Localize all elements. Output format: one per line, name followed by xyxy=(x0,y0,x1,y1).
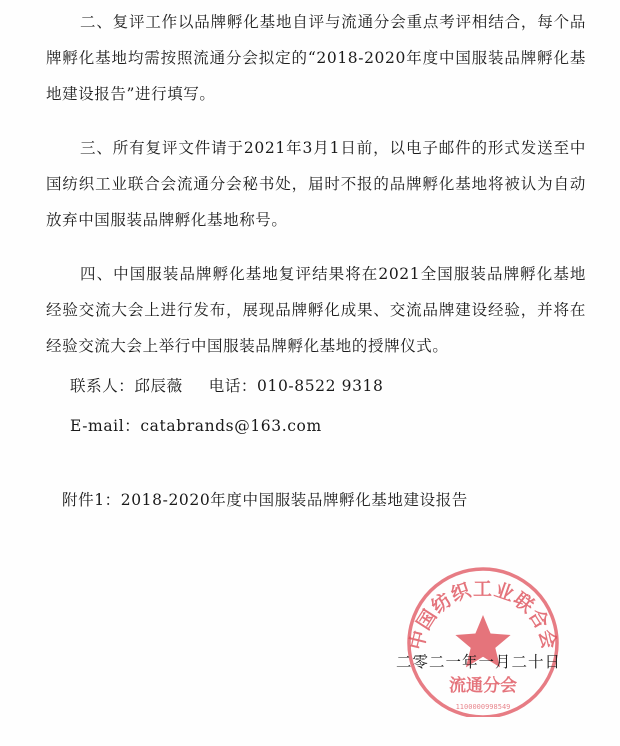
contact-phone-number: 010-8522 9318 xyxy=(257,377,384,395)
email-line xyxy=(70,416,322,436)
seal-org-name: 中国纺织工业联合会 xyxy=(405,578,561,653)
attachment-line: 附件1：2018-2020年度中国服装品牌孵化基地建设报告 xyxy=(62,491,468,509)
contact-person-name: 邱辰薇 xyxy=(134,377,183,395)
paragraph-submission-deadline: 三、所有复评文件请于2021年3月1日前，以电子邮件的形式发送至中国纺织工业联合会流通分会秘书处，届时不报的品牌孵化基地将被认为自动放弃中国服装品牌孵化基地称号。 xyxy=(46,139,586,229)
email-address: catabrands@163.com xyxy=(140,417,322,435)
issue-date: 二零二一年一月二十日 xyxy=(396,653,562,671)
contact-phone-label: 电话： xyxy=(208,377,258,395)
paragraph-review-method: 二、复评工作以品牌孵化基地自评与流通分会重点考评相结合，每个品牌孵化基地均需按照流通分会拟定的“2018-2020年度中国服装品牌孵化基地建设报告”进行填写。 xyxy=(46,13,586,103)
official-seal xyxy=(401,563,565,717)
seal-department: 流通分会 xyxy=(449,676,517,696)
contact-line xyxy=(70,376,383,396)
contact-person-label: 联系人： xyxy=(70,377,135,395)
email-label: E-mail： xyxy=(70,417,141,435)
seal-code: 1100000998549 xyxy=(455,703,511,711)
paragraph-results-announcement: 四、中国服装品牌孵化基地复评结果将在2021全国服装品牌孵化基地经验交流大会上进行发布，展现品牌孵化成果、交流品牌建设经验，并将在经验交流大会上举行中国服装品牌孵化基地的授牌仪式。 xyxy=(46,265,586,355)
